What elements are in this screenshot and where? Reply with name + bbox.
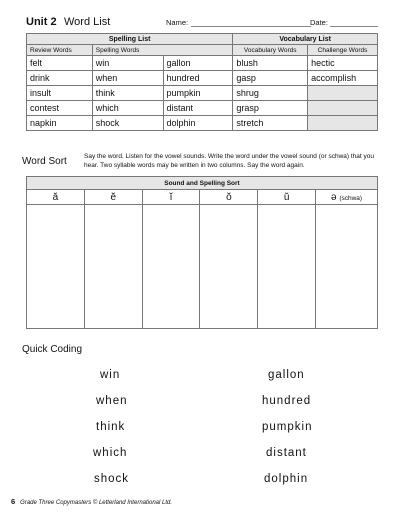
vocabulary-word: stretch bbox=[233, 116, 308, 131]
word-list-table bbox=[26, 33, 378, 131]
vowel-header-short-a: ă bbox=[27, 190, 85, 205]
vowel-header-short-o: ŏ bbox=[200, 190, 258, 205]
schwa-symbol: ə bbox=[330, 191, 337, 203]
spelling-word: hundred bbox=[163, 71, 233, 86]
quick-coding-word: win bbox=[100, 369, 121, 381]
challenge-word: accomplish bbox=[308, 71, 378, 86]
sound-spelling-sort-table bbox=[26, 176, 378, 329]
sort-column-schwa[interactable] bbox=[316, 205, 378, 329]
spelling-word: think bbox=[92, 86, 163, 101]
name-label: Name: bbox=[166, 18, 189, 27]
quick-coding-word: hundred bbox=[262, 395, 312, 407]
spelling-word: shock bbox=[92, 116, 163, 131]
vowel-header-short-i: ĭ bbox=[142, 190, 200, 205]
spelling-word: which bbox=[92, 101, 163, 116]
date-label: Date: bbox=[310, 18, 328, 27]
footer-credit: Grade Three Copymasters © Letterland International Ltd. bbox=[20, 500, 173, 506]
review-word: napkin bbox=[27, 116, 93, 131]
vocabulary-list-header: Vocabulary List bbox=[233, 34, 378, 45]
quick-coding-word: shock bbox=[94, 473, 130, 485]
challenge-word bbox=[308, 116, 378, 131]
sort-column-short-e[interactable] bbox=[84, 205, 142, 329]
spelling-word: win bbox=[92, 56, 163, 71]
word-sort-heading: Word Sort bbox=[22, 156, 67, 167]
vocabulary-word: shrug bbox=[233, 86, 308, 101]
unit-title: Word List bbox=[64, 16, 111, 28]
vowel-header-schwa bbox=[316, 190, 378, 205]
quick-coding-word: distant bbox=[266, 447, 307, 459]
review-word: contest bbox=[27, 101, 93, 116]
challenge-word bbox=[308, 86, 378, 101]
table-row bbox=[27, 56, 378, 71]
page-number: 6 bbox=[11, 497, 16, 506]
review-word: drink bbox=[27, 71, 93, 86]
quick-coding-word: which bbox=[93, 447, 128, 459]
quick-coding-word: gallon bbox=[268, 369, 305, 381]
sort-column-short-u[interactable] bbox=[258, 205, 316, 329]
quick-coding-word: when bbox=[96, 395, 128, 407]
quick-coding-word: dolphin bbox=[264, 473, 309, 485]
word-sort-instructions: Say the word. Listen for the vowel sounds. Write the word under the vowel sound (or schwa) that you hear. Two syllable words may be written in two columns. Say the word again. bbox=[84, 153, 375, 169]
spelling-word: dolphin bbox=[163, 116, 233, 131]
vocabulary-word: grasp bbox=[233, 101, 308, 116]
vocabulary-word: gasp bbox=[233, 71, 308, 86]
spelling-list-header: Spelling List bbox=[27, 34, 233, 45]
sort-column-short-a[interactable] bbox=[27, 205, 85, 329]
page-footer bbox=[11, 497, 172, 506]
page-header bbox=[26, 16, 378, 32]
spelling-word: distant bbox=[163, 101, 233, 116]
schwa-note: (schwa) bbox=[339, 194, 363, 202]
spelling-word: pumpkin bbox=[163, 86, 233, 101]
table-row bbox=[27, 116, 378, 131]
vowel-header-short-u: ŭ bbox=[258, 190, 316, 205]
spelling-word: gallon bbox=[163, 56, 233, 71]
sort-column-short-i[interactable] bbox=[142, 205, 200, 329]
quick-coding-word: pumpkin bbox=[262, 421, 313, 433]
table-row bbox=[27, 86, 378, 101]
name-field[interactable] bbox=[191, 26, 311, 27]
table-row bbox=[27, 71, 378, 86]
table-row bbox=[27, 101, 378, 116]
column-header-review: Review Words bbox=[27, 45, 93, 56]
date-field[interactable] bbox=[330, 26, 378, 27]
quick-coding-word: think bbox=[96, 421, 126, 433]
sort-table-title: Sound and Spelling Sort bbox=[27, 177, 378, 190]
unit-number: Unit 2 bbox=[26, 16, 57, 28]
column-header-challenge: Challenge Words bbox=[308, 45, 378, 56]
column-header-spelling: Spelling Words bbox=[92, 45, 233, 56]
review-word: felt bbox=[27, 56, 93, 71]
vocabulary-word: blush bbox=[233, 56, 308, 71]
review-word: insult bbox=[27, 86, 93, 101]
challenge-word: hectic bbox=[308, 56, 378, 71]
column-header-vocabulary: Vocabulary Words bbox=[233, 45, 308, 56]
challenge-word bbox=[308, 101, 378, 116]
sort-column-short-o[interactable] bbox=[200, 205, 258, 329]
quick-coding-heading: Quick Coding bbox=[22, 344, 83, 355]
spelling-word: when bbox=[92, 71, 163, 86]
vowel-header-short-e: ĕ bbox=[84, 190, 142, 205]
